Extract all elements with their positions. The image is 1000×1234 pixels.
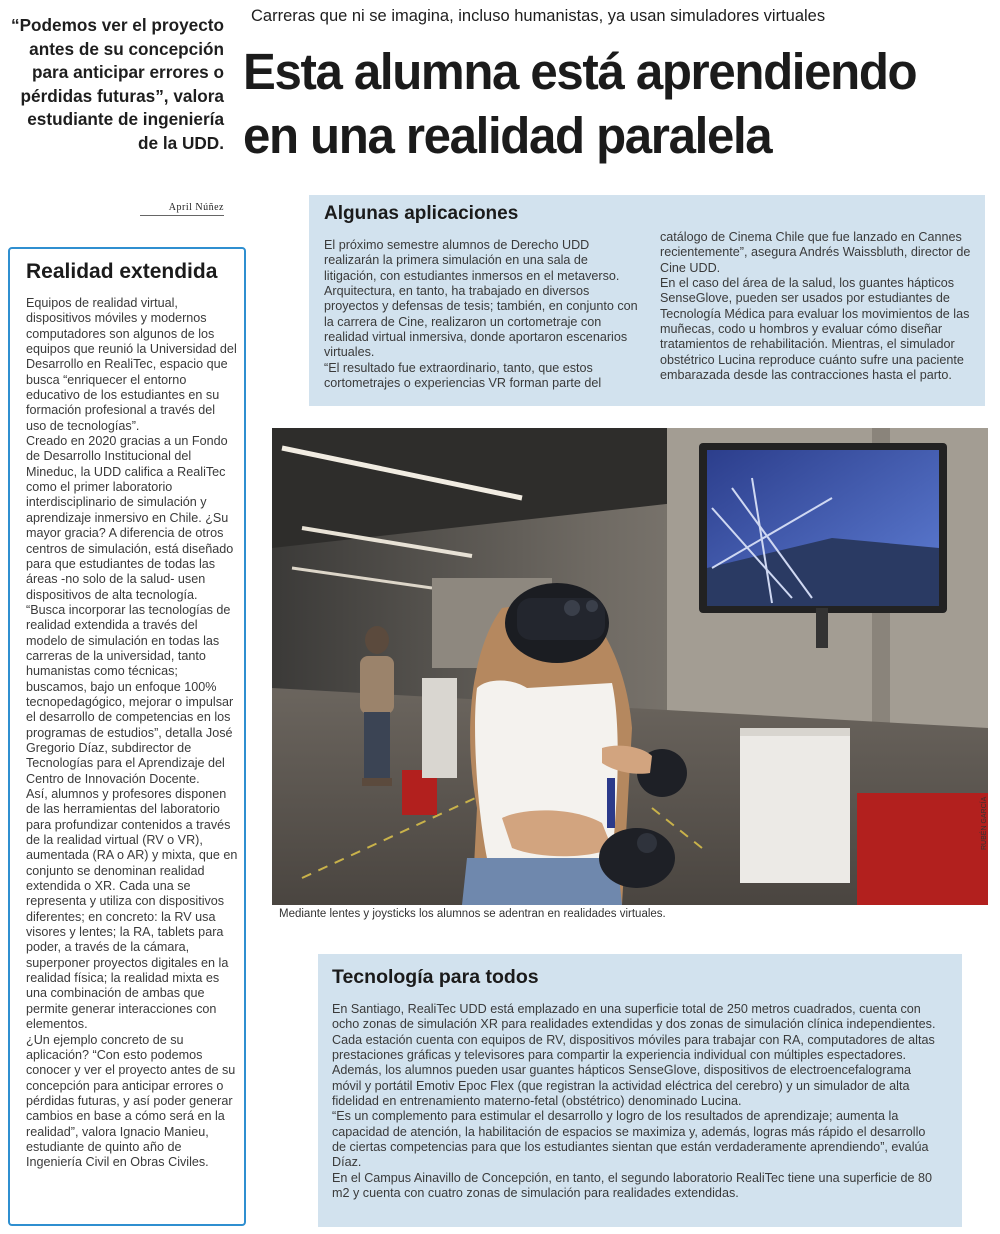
technology-paragraph: “Es un complemento para estimular el desarrollo y logro de los resultados de aprendizaje; aumenta la capacidad de atención, la habilitación de espacios se maximiza y, además, logras más rápido el desarrollo de ciertas competencias para que los estudiantes sientan que están verdaderamente aprendiendo”, evalúa Díaz. (332, 1109, 929, 1170)
sidebar-paragraph: “Busca incorporar las tecnologías de realidad extendida a través del modelo de simulación en todas las carreras de la universidad, tanto humanistas como técnicas; buscamos, bajo un enfoque 100% tecnopedagógico, mejorar o impulsar el desarrollo de competencias en los programas de estudios”, detalla José Gregorio Díaz, subdirector de Tecnologías para el Aprendizaje del Centro de Innovación Docente. (26, 602, 234, 786)
kicker: Carreras que ni se imagina, incluso humanistas, ya usan simuladores virtuales (251, 7, 826, 25)
photo-caption: Mediante lentes y joysticks los alumnos se adentran en realidades virtuales. (279, 908, 666, 920)
applications-paragraph: El próximo semestre alumnos de Derecho UDD realizarán la primera simulación en una sala de litigación, con estudiantes inmersos en el metaverso. Arquitectura, en tanto, ha trabajado en diversos proyectos y defensas de tesis; también, en conjunto con la carrera de Cine, realizaron un cortometraje con realidad virtual inmersiva, donde aportaron escenarios virtuales. (324, 238, 638, 360)
applications-paragraph: “El resultado fue extraordinario, tanto, que estos cortometrajes o experiencias VR forman parte del (324, 360, 602, 391)
technology-title: Tecnología para todos (332, 966, 539, 988)
sidebar-title: Realidad extendida (26, 260, 218, 283)
technology-paragraph: Además, los alumnos pueden usar guantes hápticos SenseGlove, dispositivos de electroencefalograma móvil y portátil Emotiv Epoc Flex (que registran la actividad eléctrica del cerebro) y un simulador de alta fidelidad en entrenamiento materno-fetal (obstétrico) denominado Lucina. (332, 1063, 911, 1109)
byline-divider (140, 215, 224, 216)
sidebar-paragraph: Creado en 2020 gracias a un Fondo de Desarrollo Institucional del Mineduc, la UDD califica a RealiTec como el primer laboratorio interdisciplinario de simulación y aprendizaje inmersivo en Chile. ¿Su mayor gracia? A diferencia de otros centros de simulación, está diseñado para que estudiantes de todas las áreas -no solo de la salud- usen dispositivos de alta tecnología. (26, 434, 234, 602)
technology-paragraph: En Santiago, RealiTec UDD está emplazado en una superficie total de 250 metros cuadrados, cuenta con ocho zonas de simulación XR para realidades extendidas y dos zonas de simulación clínica independientes. Cada estación cuenta con equipos de RV, dispositivos móviles para trabajar con RA, computadores de altas prestaciones gráficas y televisores para compartir la experiencia individual con múltiples espectadores. (332, 1002, 936, 1063)
sidebar-paragraph: ¿Un ejemplo concreto de su aplicación? “Con esto podemos conocer y ver el proyecto antes de su concepción para anticipar errores o pérdidas futuras, y así poder generar cambios en base a cómo será en la realidad”, valora Ignacio Manieu, estudiante de quinto año de Ingeniería Civil en Obras Civiles. (26, 1032, 236, 1170)
technology-body (332, 1002, 942, 1201)
sidebar-paragraph: Equipos de realidad virtual, dispositivos móviles y modernos computadores son algunos de los equipos que reunió la Universidad del Desarrollo en RealiTec, espacio que busca “enriquecer el entorno educativo de los estudiantes en su formación profesional a través del uso de tecnologías”. (26, 296, 237, 433)
applications-paragraph: En el caso del área de la salud, los guantes hápticos SenseGlove, pueden ser usados por estudiantes de Tecnología Médica para evaluar los movimientos de las muñecas, codo u hombros y evaluar cómo diseñar tratamientos de rehabilitación. Mientras, el simulador obstétrico Lucina reproduce cuánto sufre una paciente embarazada desde las contracciones hasta el parto. (660, 276, 970, 383)
sidebar-paragraph: Así, alumnos y profesores disponen de las herramientas del laboratorio para profundizar contenidos a través de la realidad virtual (RV o VR), aumentada (RA o AR) y mixta, que en conjunto se denominan realidad extendida o XR. Cada una se representa y utiliza con dispositivos diferentes; en concreto: la RV usa visores y lentes; la RA, tablets para poder, a través de la cámara, superponer proyectos digitales en la realidad física; la realidad mixta es una combinación de ambas que permite generar interacciones con elementos. (26, 787, 238, 1032)
photo-credit: RUBÉN GARCÍA (981, 796, 988, 850)
vr-photo (272, 428, 988, 905)
pull-quote: “Podemos ver el proyecto antes de su concepción para anticipar errores o pérdidas futuras”, valora estudiante de ingeniería de la UDD. (10, 15, 224, 153)
headline: Esta alumna está aprendiendo en una realidad paralela (243, 43, 917, 164)
technology-paragraph: En el Campus Ainavillo de Concepción, en tanto, el segundo laboratorio RealiTec tiene una superficie de 80 m2 y cuenta con cuatro zonas de simulación para realidades extendidas. (332, 1170, 932, 1201)
vr-lab-illustration (272, 428, 988, 905)
applications-title: Algunas aplicaciones (324, 203, 519, 224)
applications-column-2 (660, 230, 975, 383)
author-byline: April Núñez (168, 202, 224, 213)
applications-paragraph: catálogo de Cinema Chile que fue lanzado en Cannes recientemente”, asegura Andrés Waissbluth, director de Cine UDD. (660, 230, 971, 275)
sidebar-body (26, 296, 238, 1171)
applications-column-1 (324, 238, 642, 391)
